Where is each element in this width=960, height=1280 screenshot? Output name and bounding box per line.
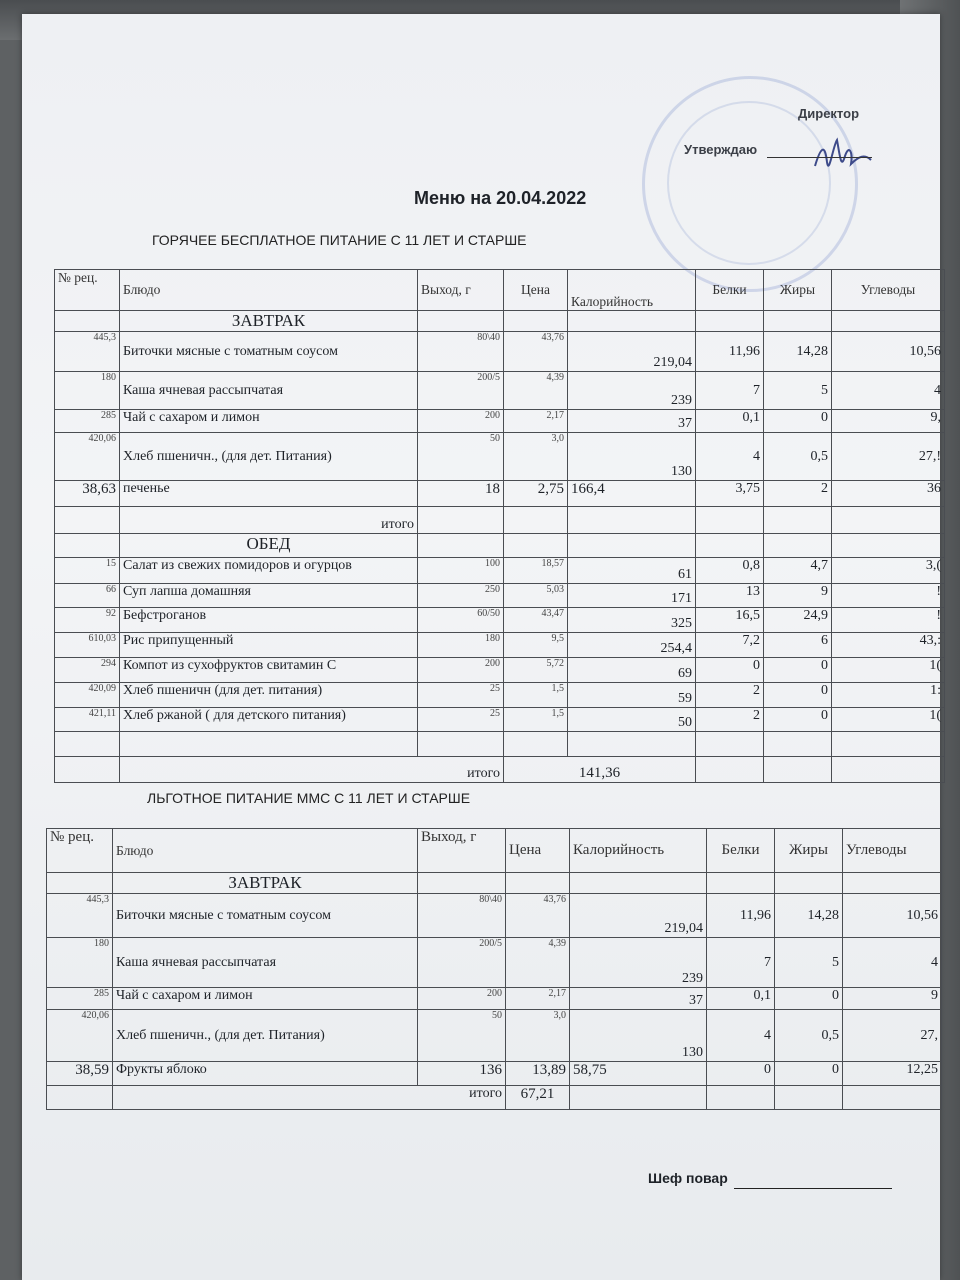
col-header-carbs: Углеводы xyxy=(832,270,945,311)
cell-fat: 0 xyxy=(764,410,832,433)
table-row xyxy=(47,988,942,1010)
approve-label: Утверждаю xyxy=(684,142,758,157)
cell-fat: 5 xyxy=(764,372,832,410)
table-row xyxy=(55,558,945,584)
cell-carbs: ! xyxy=(832,608,945,633)
col-header-dish: Блюдо xyxy=(113,829,418,873)
cell-rec: 66 xyxy=(55,584,120,608)
cell-calories: 325 xyxy=(568,608,696,633)
cell-dish: печенье xyxy=(120,481,418,507)
breakfast-label: ЗАВТРАК xyxy=(113,873,418,894)
cell-fat: 14,28 xyxy=(775,894,843,938)
cell-price: 5,72 xyxy=(504,658,568,683)
table-row xyxy=(55,584,945,608)
cell-calories: 166,4 xyxy=(568,481,696,507)
cell-fat: 9 xyxy=(764,584,832,608)
cell-fat: 6 xyxy=(764,633,832,658)
cell-protein: 7,2 xyxy=(696,633,764,658)
cell-carbs: 1( xyxy=(832,658,945,683)
col-header-calories: Калорийность xyxy=(570,829,707,873)
cell-protein: 7 xyxy=(707,938,775,988)
total-label: итого xyxy=(113,1086,506,1110)
cell-calories: 50 xyxy=(568,708,696,732)
cell-carbs: 12,25 xyxy=(843,1062,942,1086)
cell-price: 4,39 xyxy=(506,938,570,988)
cell-output: 100 xyxy=(418,558,504,584)
table-row xyxy=(55,633,945,658)
cell-calories: 58,75 xyxy=(570,1062,707,1086)
cell-protein: 3,75 xyxy=(696,481,764,507)
cell-calories: 61 xyxy=(568,558,696,584)
cell-output: 50 xyxy=(418,433,504,481)
lunch-label: ОБЕД xyxy=(120,534,418,558)
cell-protein: 2 xyxy=(696,683,764,708)
cell-rec: 445,3 xyxy=(55,332,120,372)
col-header-calories: Калорийность xyxy=(568,270,696,311)
cell-rec: 38,59 xyxy=(47,1062,113,1086)
cell-dish: Хлеб ржаной ( для детского питания) xyxy=(120,708,418,732)
table-row xyxy=(55,708,945,732)
cell-protein: 11,96 xyxy=(696,332,764,372)
signature xyxy=(807,126,877,186)
approve-title: Директор xyxy=(798,106,860,121)
cell-fat: 0 xyxy=(764,683,832,708)
cell-dish: Бефстроганов xyxy=(120,608,418,633)
cell-dish: Каша ячневая рассыпчатая xyxy=(113,938,418,988)
cell-output: 180 xyxy=(418,633,504,658)
cell-carbs: 9 xyxy=(843,988,942,1010)
cell-output: 136 xyxy=(418,1062,506,1086)
cell-rec: 610,03 xyxy=(55,633,120,658)
cell-output: 250 xyxy=(418,584,504,608)
cell-fat: 0,5 xyxy=(775,1010,843,1062)
cell-output: 200 xyxy=(418,988,506,1010)
cell-dish: Чай с сахаром и лимон xyxy=(113,988,418,1010)
table-row xyxy=(55,433,945,481)
cell-carbs: 36 xyxy=(832,481,945,507)
cell-protein: 16,5 xyxy=(696,608,764,633)
table-row xyxy=(55,683,945,708)
cell-rec: 420,06 xyxy=(55,433,120,481)
section-row xyxy=(55,534,945,558)
col-header-price: Цена xyxy=(504,270,568,311)
cell-dish: Фрукты яблоко xyxy=(113,1062,418,1086)
total-price: 141,36 xyxy=(504,757,696,783)
cell-dish: Хлеб пшеничн., (для дет. Питания) xyxy=(120,433,418,481)
cell-carbs: 3,( xyxy=(832,558,945,584)
cell-rec: 445,3 xyxy=(47,894,113,938)
cell-dish: Хлеб пшеничн., (для дет. Питания) xyxy=(113,1010,418,1062)
section-title-preferential: ЛЬГОТНОЕ ПИТАНИЕ ММС С 11 ЛЕТ И СТАРШЕ xyxy=(147,790,471,806)
cell-dish: Салат из свежих помидоров и огурцов xyxy=(120,558,418,584)
cell-carbs: 27,! xyxy=(832,433,945,481)
cell-price: 43,76 xyxy=(506,894,570,938)
cell-price: 9,5 xyxy=(504,633,568,658)
cell-carbs: 9, xyxy=(832,410,945,433)
table-header xyxy=(55,270,945,311)
cell-rec: 180 xyxy=(55,372,120,410)
total-price: 67,21 xyxy=(506,1086,570,1110)
menu-table-preferential xyxy=(46,828,942,1110)
cell-fat: 2 xyxy=(764,481,832,507)
cell-price: 2,75 xyxy=(504,481,568,507)
col-header-fat: Жиры xyxy=(775,829,843,873)
cell-price: 43,76 xyxy=(504,332,568,372)
cell-rec: 294 xyxy=(55,658,120,683)
cell-output: 25 xyxy=(418,683,504,708)
approve-signature-line xyxy=(767,157,872,158)
col-header-price: Цена xyxy=(506,829,570,873)
total-row xyxy=(55,507,945,534)
cell-dish: Рис припущенный xyxy=(120,633,418,658)
cell-calories: 219,04 xyxy=(568,332,696,372)
cell-output: 60/50 xyxy=(418,608,504,633)
menu-sheet xyxy=(22,14,940,1280)
cell-dish: Биточки мясные с томатным соусом xyxy=(113,894,418,938)
cell-protein: 0,8 xyxy=(696,558,764,584)
chef-signature-line xyxy=(734,1188,892,1189)
table-row xyxy=(55,410,945,433)
cell-output: 200 xyxy=(418,410,504,433)
chef-label: Шеф повар xyxy=(648,1170,728,1186)
cell-calories: 254,4 xyxy=(568,633,696,658)
cell-rec: 285 xyxy=(55,410,120,433)
cell-output: 200/5 xyxy=(418,938,506,988)
cell-output: 200/5 xyxy=(418,372,504,410)
cell-price: 1,5 xyxy=(504,683,568,708)
cell-rec: 38,63 xyxy=(55,481,120,507)
cell-price: 3,0 xyxy=(504,433,568,481)
cell-protein: 13 xyxy=(696,584,764,608)
cell-rec: 420,06 xyxy=(47,1010,113,1062)
cell-fat: 0 xyxy=(775,1062,843,1086)
cell-carbs: 1: xyxy=(832,683,945,708)
breakfast-label: ЗАВТРАК xyxy=(120,311,418,332)
cell-fat: 4,7 xyxy=(764,558,832,584)
cell-dish: Суп лапша домашняя xyxy=(120,584,418,608)
cell-output: 80\40 xyxy=(418,894,506,938)
table-row xyxy=(47,1010,942,1062)
table-header xyxy=(47,829,942,873)
cell-rec: 15 xyxy=(55,558,120,584)
cell-carbs: 1( xyxy=(832,708,945,732)
cell-price: 13,89 xyxy=(506,1062,570,1086)
table-row xyxy=(55,372,945,410)
cell-calories: 130 xyxy=(568,433,696,481)
table-row xyxy=(55,608,945,633)
cell-dish: Хлеб пшеничн (для дет. питания) xyxy=(120,683,418,708)
cell-output: 25 xyxy=(418,708,504,732)
cell-dish: Чай с сахаром и лимон xyxy=(120,410,418,433)
menu-table-free xyxy=(54,269,945,783)
empty-row xyxy=(55,732,945,757)
col-header-output: Выход, г xyxy=(418,829,506,873)
cell-calories: 37 xyxy=(568,410,696,433)
cell-carbs: 10,56 xyxy=(843,894,942,938)
col-header-dish: Блюдо xyxy=(120,270,418,311)
cell-protein: 0,1 xyxy=(696,410,764,433)
cell-protein: 0 xyxy=(707,1062,775,1086)
col-header-protein: Белки xyxy=(696,270,764,311)
cell-calories: 171 xyxy=(568,584,696,608)
cell-price: 2,17 xyxy=(506,988,570,1010)
cell-output: 200 xyxy=(418,658,504,683)
cell-price: 1,5 xyxy=(504,708,568,732)
cell-protein: 4 xyxy=(707,1010,775,1062)
cell-calories: 239 xyxy=(570,938,707,988)
cell-fat: 24,9 xyxy=(764,608,832,633)
table-row xyxy=(55,481,945,507)
cell-protein: 0 xyxy=(696,658,764,683)
cell-carbs: 43,: xyxy=(832,633,945,658)
cell-protein: 7 xyxy=(696,372,764,410)
cell-carbs: ! xyxy=(832,584,945,608)
cell-protein: 2 xyxy=(696,708,764,732)
cell-price: 3,0 xyxy=(506,1010,570,1062)
cell-protein: 11,96 xyxy=(707,894,775,938)
cell-price: 18,57 xyxy=(504,558,568,584)
cell-rec: 180 xyxy=(47,938,113,988)
cell-price: 2,17 xyxy=(504,410,568,433)
cell-price: 4,39 xyxy=(504,372,568,410)
total-row xyxy=(55,757,945,783)
cell-protein: 0,1 xyxy=(707,988,775,1010)
table-row xyxy=(47,1062,942,1086)
cell-calories: 69 xyxy=(568,658,696,683)
col-header-protein: Белки xyxy=(707,829,775,873)
cell-fat: 0 xyxy=(775,988,843,1010)
cell-calories: 130 xyxy=(570,1010,707,1062)
cell-price: 5,03 xyxy=(504,584,568,608)
cell-fat: 14,28 xyxy=(764,332,832,372)
cell-rec: 420,09 xyxy=(55,683,120,708)
col-header-rec: № рец. xyxy=(55,270,120,311)
table-row xyxy=(47,938,942,988)
cell-carbs: 27, xyxy=(843,1010,942,1062)
cell-fat: 0,5 xyxy=(764,433,832,481)
page-title: Меню на 20.04.2022 xyxy=(414,188,587,208)
cell-calories: 219,04 xyxy=(570,894,707,938)
total-label: итого xyxy=(120,507,418,534)
cell-fat: 0 xyxy=(764,708,832,732)
col-header-carbs: Углеводы xyxy=(843,829,942,873)
col-header-rec: № рец. xyxy=(47,829,113,873)
cell-price: 43,47 xyxy=(504,608,568,633)
section-row xyxy=(55,311,945,332)
cell-output: 18 xyxy=(418,481,504,507)
cell-calories: 239 xyxy=(568,372,696,410)
cell-protein: 4 xyxy=(696,433,764,481)
col-header-output: Выход, г xyxy=(418,270,504,311)
cell-rec: 92 xyxy=(55,608,120,633)
cell-carbs: 10,56 xyxy=(832,332,945,372)
col-header-fat: Жиры xyxy=(764,270,832,311)
cell-dish: Биточки мясные с томатным соусом xyxy=(120,332,418,372)
cell-calories: 37 xyxy=(570,988,707,1010)
table-row xyxy=(55,332,945,372)
cell-fat: 0 xyxy=(764,658,832,683)
cell-output: 80\40 xyxy=(418,332,504,372)
table-row xyxy=(55,658,945,683)
section-title-free: ГОРЯЧЕЕ БЕСПЛАТНОЕ ПИТАНИЕ С 11 ЛЕТ И СТАРШЕ xyxy=(152,232,527,248)
cell-output: 50 xyxy=(418,1010,506,1062)
cell-rec: 421,11 xyxy=(55,708,120,732)
total-label: итого xyxy=(120,757,504,783)
cell-dish: Компот из сухофруктов свитамин С xyxy=(120,658,418,683)
cell-carbs: 4 xyxy=(843,938,942,988)
table-row xyxy=(47,894,942,938)
cell-dish: Каша ячневая рассыпчатая xyxy=(120,372,418,410)
cell-calories: 59 xyxy=(568,683,696,708)
section-row xyxy=(47,873,942,894)
cell-rec: 285 xyxy=(47,988,113,1010)
cell-carbs: 4 xyxy=(832,372,945,410)
cell-fat: 5 xyxy=(775,938,843,988)
total-row xyxy=(47,1086,942,1110)
